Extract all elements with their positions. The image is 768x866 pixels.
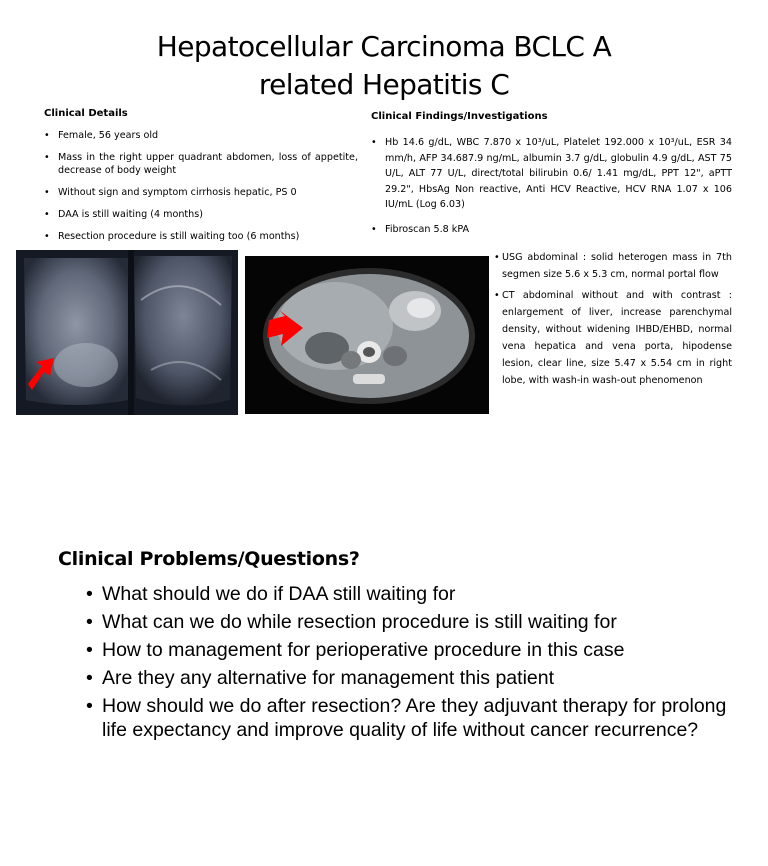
title-line-1: Hepatocellular Carcinoma BCLC A: [156, 30, 612, 63]
list-item: • USG abdominal : solid heterogen mass in 7th segmen size 5.6 x 5.3 cm, normal portal flow: [494, 249, 732, 283]
clinical-details-list: [44, 129, 358, 252]
list-item: • Resection procedure is still waiting too (6 months): [44, 230, 358, 243]
list-item: • Hb 14.6 g/dL, WBC 7.870 x 10³/uL, Platelet 192.000 x 10³/uL, ESR 34 mm/h, AFP 34.687.9 ng/mL, albumin 3.7 g/dL, globulin 4.9 g/dL, AST 75 U/L, ALT 77 U/L, direct/total bilirubin 0.6/ 1.41 mg/dL, PPT 12", aPTT 29.2", HbsAg Non reactive, Anti HCV Reactive, HCV RNA 1.07 x 106 IU/mL (Log 6.03): [371, 135, 732, 213]
list-item: • Fibroscan 5.8 kPA: [371, 222, 732, 238]
list-item: • How should we do after resection? Are they adjuvant therapy for prolong life expectancy and improve quality of life without cancer recurrence?: [86, 694, 746, 742]
clinical-findings-heading: Clinical Findings/Investigations: [371, 111, 548, 122]
list-item: • Female, 56 years old: [44, 129, 358, 142]
ct-scan-graphic: [245, 256, 489, 414]
title-line-2: related Hepatitis C: [258, 68, 510, 101]
problems-heading: Clinical Problems/Questions?: [58, 548, 360, 570]
problems-list: [86, 582, 746, 746]
list-item: • What can we do while resection procedure is still waiting for: [86, 610, 746, 634]
usg-scan-graphic: [16, 250, 238, 415]
clinical-findings-list: [371, 135, 732, 246]
list-item: • What should we do if DAA still waiting for: [86, 582, 746, 606]
list-item: • Without sign and symptom cirrhosis hepatic, PS 0: [44, 186, 358, 199]
ct-image: [245, 256, 489, 414]
clinical-details-heading: Clinical Details: [44, 108, 128, 119]
list-item: • Mass in the right upper quadrant abdomen, loss of appetite, decrease of body weight: [44, 151, 358, 177]
list-item: • DAA is still waiting (4 months): [44, 208, 358, 221]
slide-title: [0, 28, 768, 104]
list-item: • Are they any alternative for management this patient: [86, 666, 746, 690]
list-item: • How to management for perioperative procedure in this case: [86, 638, 746, 662]
usg-image: [16, 250, 238, 415]
list-item: • CT abdominal without and with contrast : enlargement of liver, increase parenchymal density, without widening IHBD/EHBD, normal vena hepatica and vena porta, hipodense lesion, clear line, size 5.47 x 5.54 cm in right lobe, with wash-in wash-out phenomenon: [494, 287, 732, 389]
imaging-findings-list: [494, 249, 732, 393]
